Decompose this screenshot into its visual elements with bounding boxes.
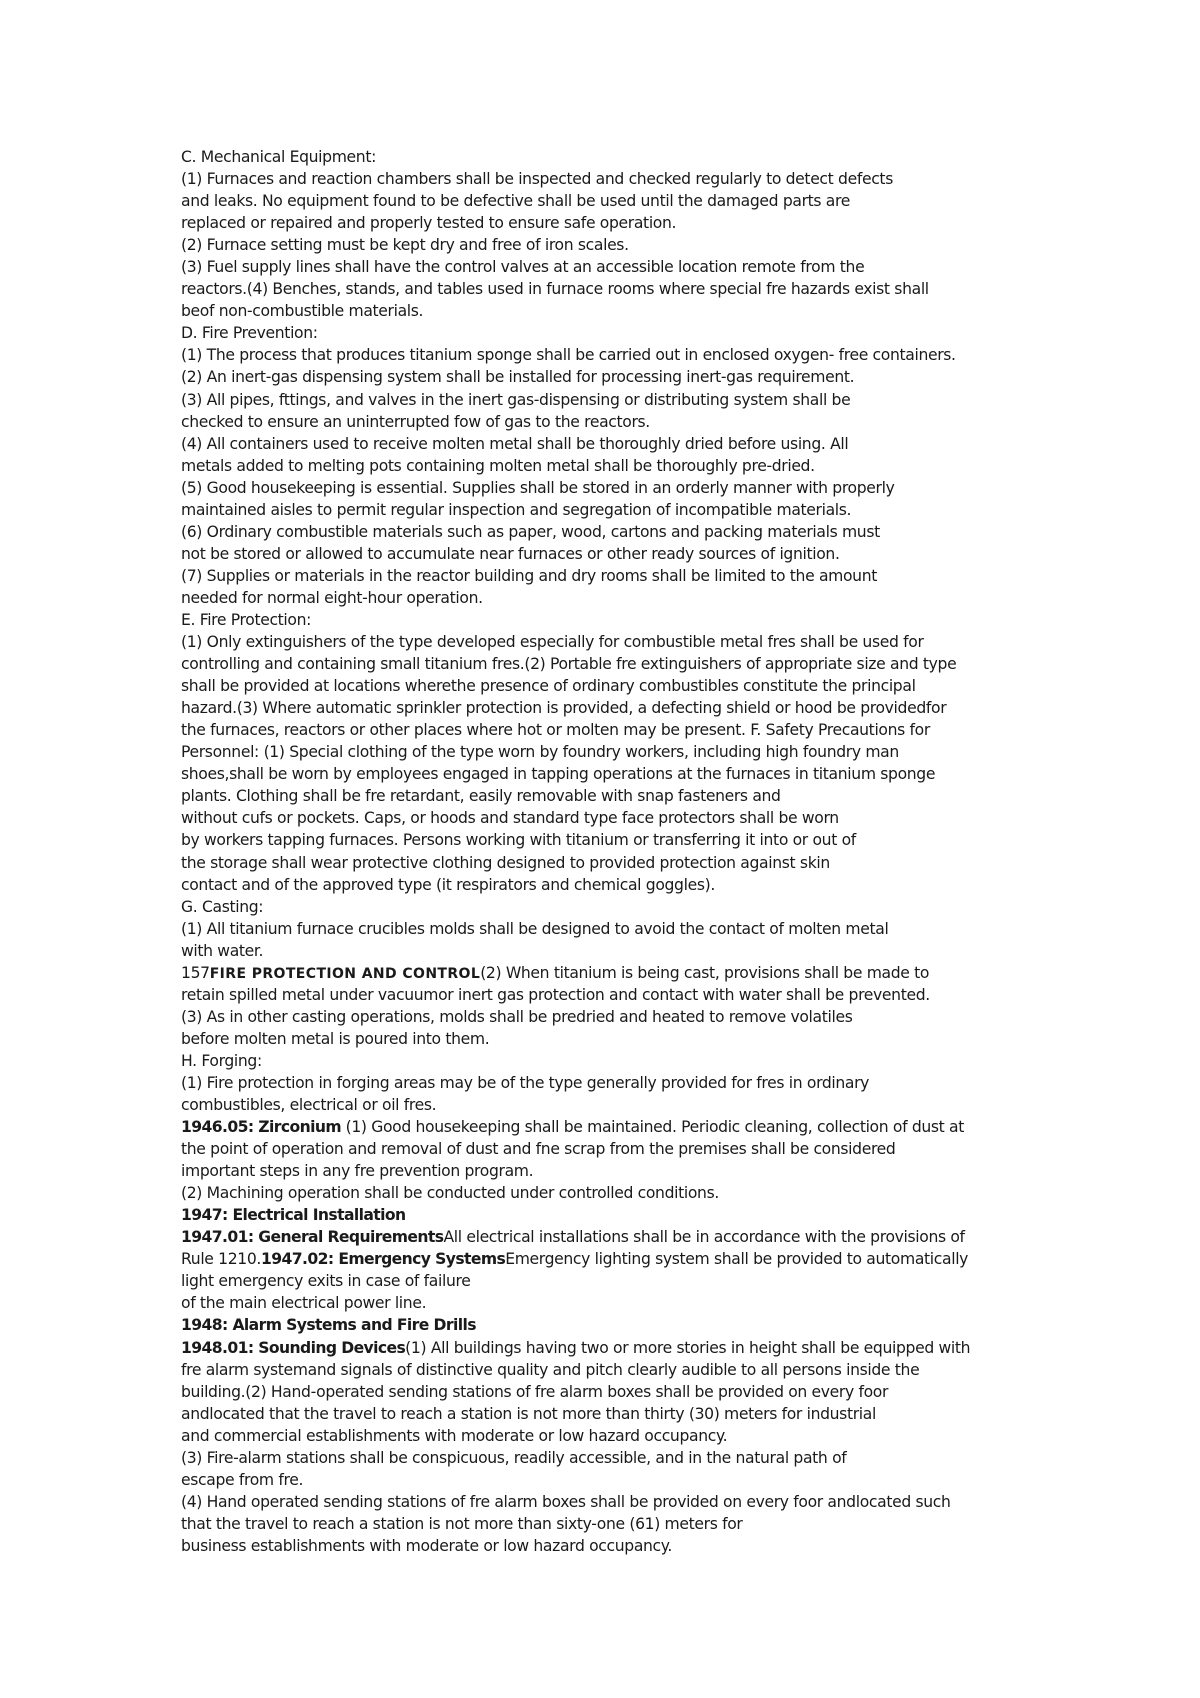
text-segment: (2) When titanium is being cast, provisions shall be made to [480,963,930,982]
text-line [181,1513,1041,1535]
text-line [181,1006,1041,1028]
text-segment: (2) Furnace setting must be kept dry and free of iron scales. [181,236,629,255]
text-segment: and leaks. No equipment found to be defective shall be used until the damaged parts are [181,192,850,211]
text-line [181,1337,1041,1359]
text-line [181,389,1041,411]
text-segment: controlling and containing small titanium fres.(2) Portable fre extinguishers of appropriate size and type [181,655,957,674]
text-line [181,1292,1041,1314]
text-segment: that the travel to reach a station is not more than sixty-one (61) meters for [181,1514,743,1533]
text-line [181,565,1041,587]
text-line [181,1248,1041,1270]
text-segment: (3) Fire-alarm stations shall be conspicuous, readily accessible, and in the natural path of [181,1448,847,1467]
running-header: FIRE PROTECTION AND CONTROL [209,965,481,982]
text-line [181,1535,1041,1557]
text-segment: not be stored or allowed to accumulate near furnaces or other ready sources of ignition. [181,544,840,563]
section-heading: 1947: Electrical Installation [181,1206,406,1225]
text-segment: metals added to melting pots containing molten metal shall be thoroughly pre-dried. [181,456,815,475]
text-segment: (2) An inert-gas dispensing system shall be installed for processing inert-gas requirement. [181,368,855,387]
text-line [181,411,1041,433]
text-line [181,322,1041,344]
text-line [181,300,1041,322]
text-line [181,829,1041,851]
text-line [181,477,1041,499]
text-line [181,763,1041,785]
text-line [181,896,1041,918]
text-segment: shall be provided at locations wherethe presence of ordinary combustibles constitute the principal [181,677,916,696]
text-line [181,344,1041,366]
text-segment: retain spilled metal under vacuumor inert gas protection and contact with water shall be prevented. [181,985,930,1004]
text-segment: 157 [181,963,210,982]
text-segment: hazard.(3) Where automatic sprinkler protection is provided, a defecting shield or hood be providedfor [181,699,947,718]
text-segment: plants. Clothing shall be fre retardant, easily removable with snap fasteners and [181,787,781,806]
text-line [181,1028,1041,1050]
text-line [181,256,1041,278]
text-segment: Personnel: (1) Special clothing of the type worn by foundry workers, including high foundry man [181,743,899,762]
section-heading: 1947.01: General Requirements [181,1228,444,1247]
text-segment: combustibles, electrical or oil fres. [181,1096,437,1115]
text-line [181,1469,1041,1491]
text-segment: (1) Good housekeeping shall be maintained. Periodic cleaning, collection of dust at [341,1118,965,1137]
text-line [181,1138,1041,1160]
text-segment: andlocated that the travel to reach a station is not more than thirty (30) meters for industrial [181,1404,876,1423]
text-segment: (3) All pipes, fttings, and valves in the inert gas-dispensing or distributing system shall be [181,390,851,409]
text-line [181,543,1041,565]
text-line [181,1116,1041,1138]
text-segment: before molten metal is poured into them. [181,1029,490,1048]
text-segment: H. Forging: [181,1051,262,1070]
text-line [181,521,1041,543]
text-line [181,1491,1041,1513]
text-segment: business establishments with moderate or low hazard occupancy. [181,1536,673,1555]
text-line [181,1094,1041,1116]
text-segment: escape from fre. [181,1470,304,1489]
text-line [181,278,1041,300]
text-segment: building.(2) Hand-operated sending stations of fre alarm boxes shall be provided on every foor [181,1382,889,1401]
text-line [181,1072,1041,1094]
section-heading: 1946.05: Zirconium [181,1118,341,1137]
text-line [181,212,1041,234]
text-segment: (1) Only extinguishers of the type developed especially for combustible metal fres shall be used for [181,633,924,652]
text-line [181,1270,1041,1292]
text-line [181,719,1041,741]
text-segment: E. Fire Protection: [181,610,312,629]
text-segment: (3) As in other casting operations, molds shall be predried and heated to remove volatiles [181,1007,853,1026]
text-line [181,587,1041,609]
text-line [181,1425,1041,1447]
text-segment: with water. [181,941,264,960]
text-line [181,918,1041,940]
text-line [181,168,1041,190]
text-line [181,609,1041,631]
text-line [181,1314,1041,1336]
text-line [181,874,1041,896]
text-line [181,234,1041,256]
text-segment: needed for normal eight-hour operation. [181,588,483,607]
text-segment: and commercial establishments with moderate or low hazard occupancy. [181,1426,728,1445]
text-line [181,1050,1041,1072]
text-line [181,433,1041,455]
text-segment: (7) Supplies or materials in the reactor building and dry rooms shall be limited to the amount [181,566,878,585]
text-segment: replaced or repaired and properly tested to ensure safe operation. [181,214,677,233]
text-segment: D. Fire Prevention: [181,324,318,343]
text-segment: maintained aisles to permit regular inspection and segregation of incompatible materials. [181,500,852,519]
text-line [181,146,1041,168]
section-heading: 1948.01: Sounding Devices [181,1338,406,1357]
text-segment: shoes,shall be worn by employees engaged in tapping operations at the furnaces in titanium sponge [181,765,936,784]
text-line [181,785,1041,807]
text-segment: Emergency lighting system shall be provided to automatically [505,1250,969,1269]
text-segment: the point of operation and removal of dust and fne scrap from the premises shall be considered [181,1140,896,1159]
text-segment: checked to ensure an uninterrupted fow of gas to the reactors. [181,412,650,431]
text-segment: reactors.(4) Benches, stands, and tables used in furnace rooms where special fre hazards exist shall [181,280,929,299]
text-segment: beof non-combustible materials. [181,302,424,321]
section-heading: 1948: Alarm Systems and Fire Drills [181,1316,476,1335]
text-segment: light emergency exits in case of failure [181,1272,471,1291]
text-segment: All electrical installations shall be in accordance with the provisions of [443,1228,965,1247]
text-segment: the storage shall wear protective clothing designed to provided protection against skin [181,853,830,872]
text-segment: (3) Fuel supply lines shall have the control valves at an accessible location remote from the [181,258,865,277]
text-line [181,1381,1041,1403]
document-body [181,146,1041,1557]
text-line [181,1447,1041,1469]
text-line [181,962,1041,984]
text-line [181,741,1041,763]
text-line [181,1204,1041,1226]
text-line [181,697,1041,719]
text-line [181,1226,1041,1248]
text-line [181,940,1041,962]
section-heading: 1947.02: Emergency Systems [261,1250,506,1269]
text-line [181,1182,1041,1204]
text-segment: of the main electrical power line. [181,1294,427,1313]
text-line [181,675,1041,697]
text-segment: (6) Ordinary combustible materials such as paper, wood, cartons and packing materials must [181,522,880,541]
text-segment: by workers tapping furnaces. Persons working with titanium or transferring it into or out of [181,831,856,850]
text-line [181,852,1041,874]
text-segment: fre alarm systemand signals of distinctive quality and pitch clearly audible to all persons inside the [181,1360,920,1379]
text-line [181,366,1041,388]
text-line [181,455,1041,477]
text-line [181,1160,1041,1182]
text-segment: G. Casting: [181,897,264,916]
text-segment: (4) All containers used to receive molten metal shall be thoroughly dried before using. All [181,434,849,453]
text-segment: (5) Good housekeeping is essential. Supplies shall be stored in an orderly manner with properly [181,478,895,497]
text-segment: Rule 1210. [181,1250,262,1269]
text-segment: without cufs or pockets. Caps, or hoods and standard type face protectors shall be worn [181,809,839,828]
text-segment: (4) Hand operated sending stations of fre alarm boxes shall be provided on every foor andlocated such [181,1492,951,1511]
text-segment: (1) All titanium furnace crucibles molds shall be designed to avoid the contact of molten metal [181,919,889,938]
text-line [181,631,1041,653]
text-segment: (1) The process that produces titanium sponge shall be carried out in enclosed oxygen- free containers. [181,346,956,365]
text-line [181,653,1041,675]
text-line [181,1359,1041,1381]
text-line [181,1403,1041,1425]
text-line [181,190,1041,212]
text-segment: (1) Furnaces and reaction chambers shall be inspected and checked regularly to detect defects [181,170,893,189]
text-segment: contact and of the approved type (it respirators and chemical goggles). [181,875,715,894]
text-segment: C. Mechanical Equipment: [181,148,376,166]
text-segment: (1) All buildings having two or more stories in height shall be equipped with [405,1338,971,1357]
text-segment: the furnaces, reactors or other places where hot or molten may be present. F. Safety Precautions for [181,721,930,740]
text-segment: (2) Machining operation shall be conducted under controlled conditions. [181,1184,719,1203]
text-line [181,499,1041,521]
text-line [181,807,1041,829]
text-segment: (1) Fire protection in forging areas may be of the type generally provided for fres in ordinary [181,1073,870,1092]
text-line [181,984,1041,1006]
text-segment: important steps in any fre prevention program. [181,1162,534,1181]
